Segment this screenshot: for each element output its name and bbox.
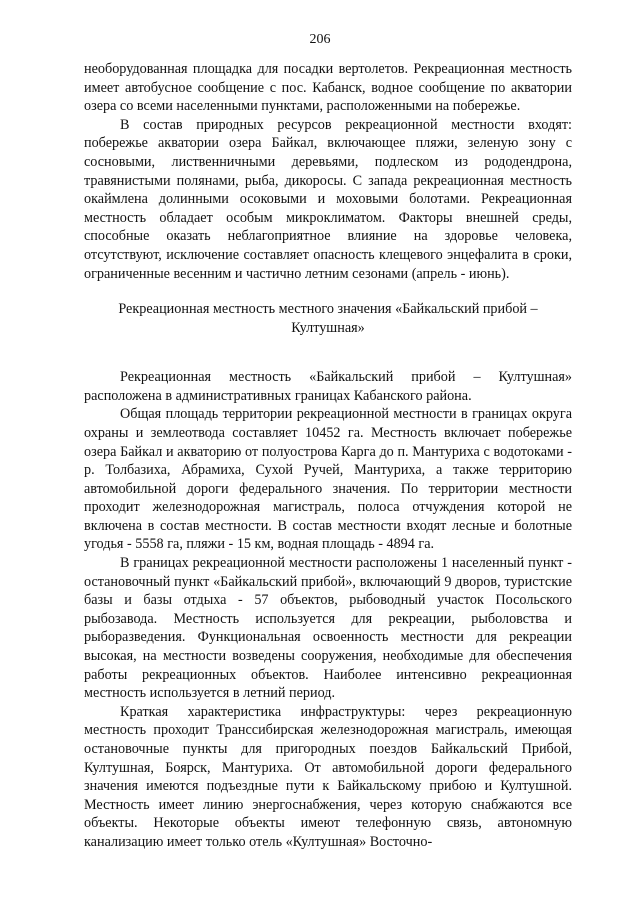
paragraph: необорудованная площадка для посадки вертолетов. Рекреационная местность имеет автобусное сообщение с пос. Кабанск, водное сообщение по акватории озера со всеми населенными пунктами, расположенными на побережье. <box>84 61 572 115</box>
paragraph: Рекреационная местность «Байкальский прибой – Култушная» расположена в административных границах Кабанского района. <box>84 369 572 404</box>
section-heading: Рекреационная местность местного значения «Байкальский прибой – Култушная» <box>118 301 538 337</box>
paragraph: В границах рекреационной местности расположены 1 населенный пункт - остановочный пункт «Байкальский прибой», включающий 9 дворов, туристские базы и базы отдыха - 57 объектов, рыбоводный участок Посольского рыбозавода. Местность используется для рекреации, рыболовства и рыборазведения. Функциональная освоенность местности для рекреации высокая, на местности возведены сооружения, необходимые для обеспечения работы рекреационных объектов. Наиболее интенсивно рекреационная местность используется в летний период. <box>84 555 572 702</box>
paragraph: Краткая характеристика инфраструктуры: через рекреационную местность проходит Транссибирская железнодорожная магистраль, имеющая остановочные пункты для пригородных поездов Байкальский Прибой, Култушная, Боярск, Мантуриха. От автомобильной дороги федерального значения имеются подъездные пути к Байкальскому прибою и Култушной. Местность имеет линию энергоснабжения, через которую снабжаются все объекты. Некоторые объекты имеют телефонную связь, автономную канализацию имеет только отель «Култушная» Восточно- <box>84 703 572 850</box>
paragraph: Общая площадь территории рекреационной местности в границах округа охраны и землеотвода составляет 10452 га. Местность включает побережье озера Байкал и акваторию от полуострова Карга до п. Мантуриха с водотоками - р. Толбазиха, Абрамиха, Сухой Ручей, Мантуриха, а также территорию автомобильной дороги федерального значения. По территории местности проходит железнодорожная магистраль, полоса отчуждения которой не включена в состав местности. В состав местности входят лесные и болотные угодья - 5558 га, пляжи - 15 км, водная площадь - 4894 га. <box>84 406 572 553</box>
paragraph: В состав природных ресурсов рекреационной местности входят: побережье акватории озера Байкал, включающее пляжи, зеленую зону с сосновыми, лиственничными деревьями, подлеском из рододендрона, травянистыми полянами, рыба, дикоросы. С запада рекреационная местность окаймлена долинными осоковыми и моховыми болотами. Рекреационная местность обладает особым микроклиматом. Факторы внешней среды, способные оказать неблагоприятное влияние на здоровье человека, отсутствуют, исключение составляет опасность клещевого энцефалита в сроки, ограниченные весенним и частично летним сезонами (апрель - июнь). <box>84 116 572 282</box>
page-number: 206 <box>309 32 331 47</box>
page-body <box>84 60 572 852</box>
